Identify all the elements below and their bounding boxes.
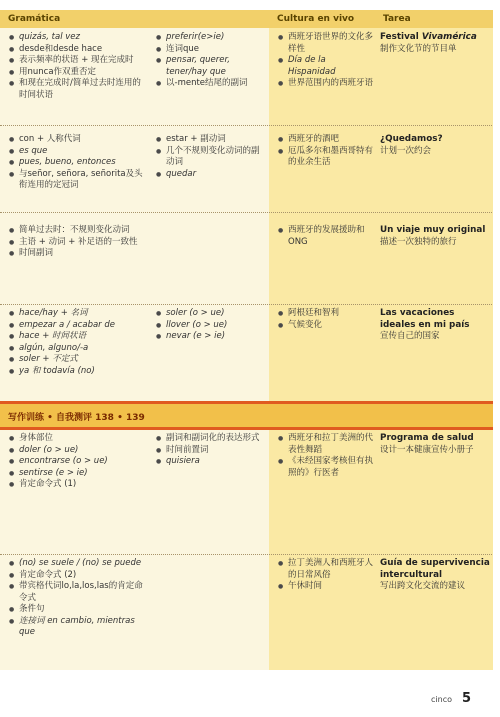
culture-item: ● 世界范围内的西班牙语: [277, 78, 373, 90]
writing-practice-label: 写作训练 • 自我测评 138 • 139: [8, 413, 145, 423]
grammar-item: ● 以-mente结尾的副词: [155, 78, 265, 90]
task-subtitle: 设计一本健康宣传小册子: [380, 444, 474, 455]
task-subtitle: 写出跨文化交流的建议: [380, 581, 466, 591]
grammar-item: ● 和现在完成时/简单过去时连用的时间状语: [8, 78, 143, 101]
grammar-list-b: [155, 433, 267, 468]
task-title: Festival Vivamérica: [380, 32, 477, 42]
culture-item: ● 西班牙的发展援助和ONG: [277, 225, 373, 248]
grammar-item: ● 时间前置词: [155, 445, 267, 457]
grammar-item: ● 带宾格代词lo,la,los,las的肯定命令式: [8, 581, 148, 604]
grammar-item: ● soler + 不定式: [8, 354, 148, 366]
culture-item: ● 阿根廷和智利: [277, 308, 373, 320]
grammar-item: ● con + 人称代词: [8, 134, 143, 146]
page-edge: [493, 10, 500, 670]
grammar-item: ● llover (o > ue): [155, 320, 265, 332]
grammar-item: ● soler (o > ue): [155, 308, 265, 320]
grammar-item: ● 表示频率的状语 + 现在完成时: [8, 55, 143, 67]
page-number: 5: [462, 691, 472, 706]
culture-list: [277, 32, 373, 90]
grammar-item: ● 连接词 en cambio, mientras que: [8, 616, 148, 639]
writing-practice-band: [0, 404, 500, 427]
grammar-item: ● 简单过去时：不规则变化动词: [8, 225, 158, 237]
task-title: Guía de supervivencia intercultural: [380, 558, 490, 580]
task-title: Un viaje muy original: [380, 225, 486, 235]
grammar-list-a: [8, 134, 143, 192]
culture-item: ● 《未经国家考核但有执照的》行医者: [277, 456, 373, 479]
culture-item: ● 西班牙语世界的文化多样性: [277, 32, 373, 55]
culture-list: [277, 308, 373, 331]
grammar-item: ● desde和desde hace: [8, 44, 143, 56]
grammar-item: ● 几个不规则变化动词的副动词: [155, 146, 265, 169]
grammar-item: ● 肯定命令式 (2): [8, 570, 148, 582]
grammar-item: ● 副词和副词化的表达形式: [155, 433, 267, 445]
grammar-item: ● 身体部位: [8, 433, 148, 445]
task-subtitle: 宣传自己的国家: [380, 331, 440, 341]
grammar-item: ● encontrarse (o > ue): [8, 456, 148, 468]
grammar-item: ● preferir(e>ie): [155, 32, 265, 44]
grammar-item: ● (no) se suele / (no) se puede: [8, 558, 148, 570]
grammar-item: ● pues, bueno, entonces: [8, 157, 143, 169]
culture-list: [277, 225, 373, 248]
grammar-item: ● nevar (e > ie): [155, 331, 265, 343]
culture-list: [277, 433, 373, 479]
grammar-item: ● quisiera: [155, 456, 267, 468]
grammar-list-a: [8, 225, 158, 260]
culture-item: ● Día de la Hispanidad: [277, 55, 373, 78]
culture-list: [277, 558, 373, 593]
header-tarea: Tarea: [383, 14, 411, 24]
grammar-item: ● quizás, tal vez: [8, 32, 143, 44]
column-header-band: [0, 10, 500, 28]
grammar-item: ● 与señor, señora, señorita及头衔连用的定冠词: [8, 169, 143, 192]
unit-row-1: [0, 28, 500, 126]
culture-item: ● 西班牙和拉丁美洲的代表性舞蹈: [277, 433, 373, 456]
grammar-item: ● hace + 时间状语: [8, 331, 148, 343]
task-subtitle: 制作文化节的节目单: [380, 43, 457, 54]
grammar-item: ● hace/hay + 名词: [8, 308, 148, 320]
header-cultura: Cultura en vivo: [277, 14, 355, 24]
grammar-item: ● 时间副词: [8, 248, 158, 260]
grammar-item: ● pensar, querer, tener/hay que: [155, 55, 265, 78]
grammar-item: ● estar + 副动词: [155, 134, 265, 146]
culture-item: ● 拉丁美洲人和西班牙人的日常风俗: [277, 558, 373, 581]
grammar-list-b: [155, 134, 265, 180]
grammar-list-a: [8, 433, 148, 491]
grammar-item: ● sentirse (e > ie): [8, 468, 148, 480]
grammar-item: ● ya 和 todavía (no): [8, 366, 148, 378]
grammar-list-b: [155, 32, 265, 90]
grammar-item: ● 主语 + 动词 + 补足语的一致性: [8, 237, 158, 249]
grammar-item: ● algún, alguno/-a: [8, 343, 148, 355]
unit-row-3: [0, 213, 500, 305]
grammar-item: ● doler (o > ue): [8, 445, 148, 457]
grammar-item: ● 条件句: [8, 604, 148, 616]
grammar-item: ● es que: [8, 146, 143, 158]
grammar-item: ● empezar a / acabar de: [8, 320, 148, 332]
culture-item: ● 西班牙的酒吧: [277, 134, 373, 146]
unit-row-5: [0, 430, 500, 555]
unit-row-2: [0, 126, 500, 213]
unit-row-4: [0, 305, 500, 401]
grammar-list-b: [155, 308, 265, 343]
grammar-item: ● quedar: [155, 169, 265, 181]
grammar-list-a: [8, 558, 148, 639]
page-number-word: cinco: [431, 695, 452, 704]
task-subtitle: 描述一次独特的旅行: [380, 236, 457, 247]
grammar-item: ● 用nunca作双重否定: [8, 67, 143, 79]
culture-list: [277, 134, 373, 169]
task-title: ¿Quedamos?: [380, 134, 443, 144]
grammar-item: ● 连词que: [155, 44, 265, 56]
task-subtitle: 计划一次约会: [380, 145, 432, 156]
unit-row-6: [0, 555, 500, 670]
header-gramatica: Gramática: [8, 14, 61, 24]
culture-item: ● 厄瓜多尔和墨西哥特有的业余生活: [277, 146, 373, 169]
culture-item: ● 午休时间: [277, 581, 373, 593]
culture-item: ● 气候变化: [277, 320, 373, 332]
task-title: Programa de salud: [380, 433, 474, 443]
task-title: Las vacaciones ideales en mi país: [380, 308, 470, 330]
grammar-item: ● 肯定命令式 (1): [8, 479, 148, 491]
grammar-list-a: [8, 32, 143, 101]
grammar-list-a: [8, 308, 148, 377]
